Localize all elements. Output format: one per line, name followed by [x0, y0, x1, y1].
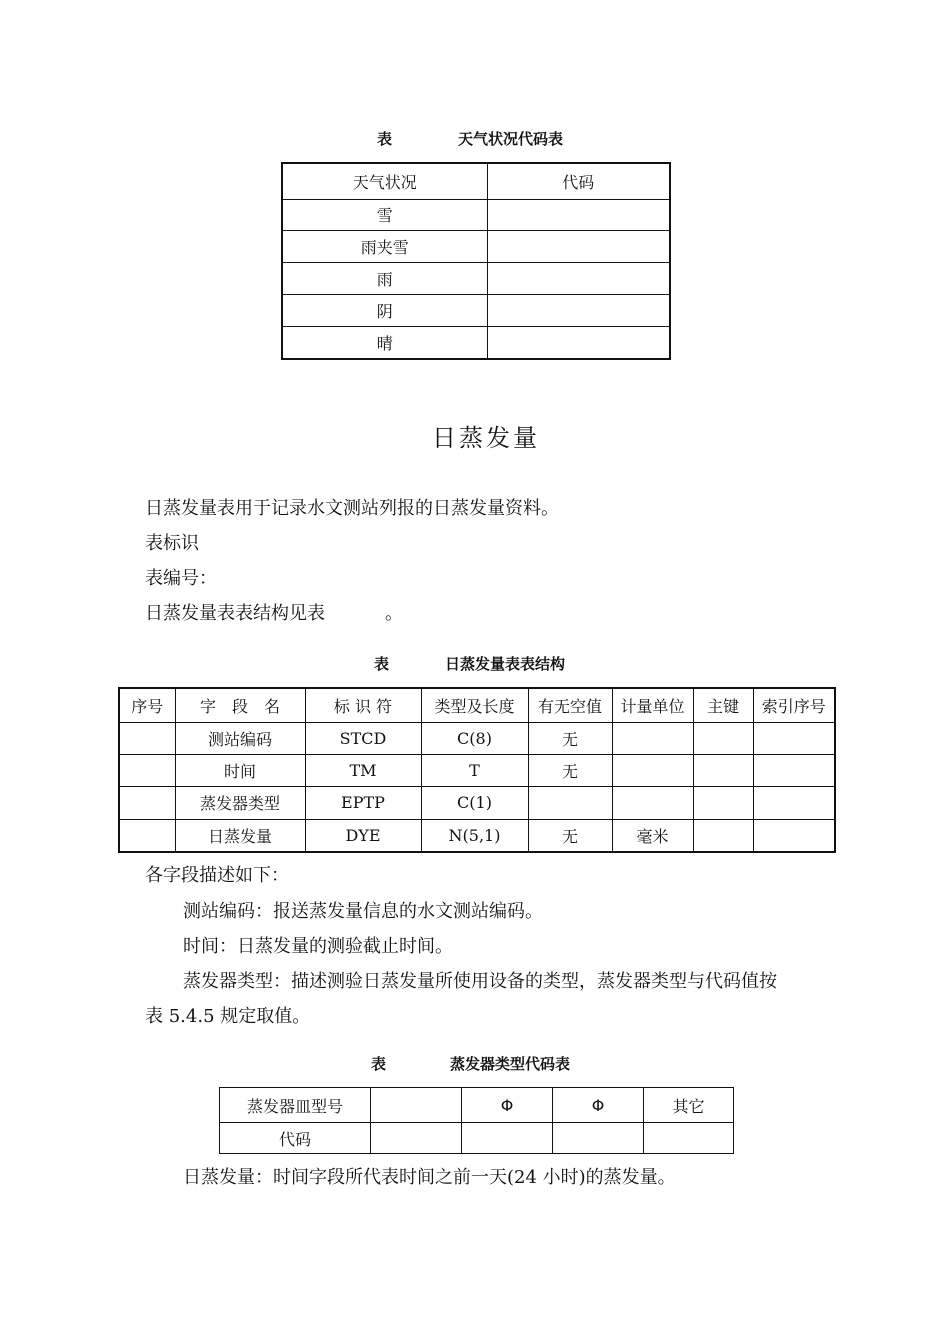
header-cell: 索引序号 [753, 688, 835, 722]
evaporator-table-caption-title: 蒸发器类型代码表 [450, 1055, 571, 1073]
table-cell: C(1) [421, 786, 528, 819]
table-cell [487, 230, 670, 262]
weather-table-caption-title: 天气状况代码表 [458, 130, 564, 148]
weather-header-code: 代码 [487, 163, 670, 199]
table-cell: 毫米 [612, 819, 693, 852]
intro-line-2: 表标识 [145, 533, 199, 554]
table-cell [753, 754, 835, 786]
table-cell: 测站编码 [175, 722, 305, 754]
weather-header-condition: 天气状况 [282, 163, 487, 199]
table-cell [487, 294, 670, 326]
table-cell [119, 786, 175, 819]
table-cell: 蒸发器类型 [175, 786, 305, 819]
table-cell: 无 [528, 722, 612, 754]
table-cell: EPTP [305, 786, 421, 819]
table-cell [119, 722, 175, 754]
table-cell [693, 722, 753, 754]
table-cell: 日蒸发量 [175, 819, 305, 852]
header-cell: 类型及长度 [421, 688, 528, 722]
fields-intro: 各字段描述如下： [145, 865, 289, 886]
evaporator-table-caption-prefix: 表 [371, 1055, 387, 1073]
table-cell [528, 786, 612, 819]
table-cell [371, 1088, 462, 1123]
field-desc-tm: 时间：日蒸发量的测验截止时间。 [183, 936, 453, 957]
section-title: 日蒸发量 [432, 424, 540, 452]
table-cell [612, 722, 693, 754]
table-cell: 无 [528, 819, 612, 852]
table-cell: 时间 [175, 754, 305, 786]
table-cell: 其它 [644, 1088, 734, 1123]
intro-line-3: 表编号： [145, 568, 217, 589]
table-cell [693, 786, 753, 819]
table-cell [753, 722, 835, 754]
table-cell [487, 326, 670, 359]
table-cell [553, 1123, 644, 1154]
header-cell: 计量单位 [612, 688, 693, 722]
table-row [119, 722, 835, 754]
table-cell: 雪 [282, 199, 487, 230]
header-cell: 主键 [693, 688, 753, 722]
weather-table-caption-prefix: 表 [377, 130, 393, 148]
table-cell: T [421, 754, 528, 786]
table-cell [753, 819, 835, 852]
table-cell [612, 754, 693, 786]
table-row [119, 786, 835, 819]
table-cell: 雨夹雪 [282, 230, 487, 262]
table-cell: 代码 [220, 1123, 371, 1154]
field-desc-dye: 日蒸发量：时间字段所代表时间之前一天(24 小时)的蒸发量。 [183, 1167, 676, 1188]
table-cell: 阴 [282, 294, 487, 326]
header-cell: 字 段 名 [175, 688, 305, 722]
structure-table-caption-prefix: 表 [374, 655, 390, 673]
table-cell: 晴 [282, 326, 487, 359]
structure-table-caption-title: 日蒸发量表表结构 [445, 655, 566, 673]
header-cell: 标 识 符 [305, 688, 421, 722]
table-cell [693, 819, 753, 852]
table-cell [119, 754, 175, 786]
table-cell: N(5,1) [421, 819, 528, 852]
structure-table [118, 687, 836, 853]
table-cell: TM [305, 754, 421, 786]
table-cell: 蒸发器皿型号 [220, 1088, 371, 1123]
table-cell [693, 754, 753, 786]
table-row [119, 754, 835, 786]
table-cell [753, 786, 835, 819]
intro-line-1: 日蒸发量表用于记录水文测站列报的日蒸发量资料。 [145, 498, 559, 519]
table-cell [371, 1123, 462, 1154]
field-desc-eptp-line-2: 表 5.4.5 规定取值。 [145, 1006, 311, 1027]
table-cell: C(8) [421, 722, 528, 754]
table-cell [612, 786, 693, 819]
table-row [119, 819, 835, 852]
header-cell: 序号 [119, 688, 175, 722]
table-cell: 雨 [282, 262, 487, 294]
table-cell: Φ [553, 1088, 644, 1123]
table-cell [487, 262, 670, 294]
table-cell [119, 819, 175, 852]
table-cell: 无 [528, 754, 612, 786]
table-cell: Φ [462, 1088, 553, 1123]
header-cell: 有无空值 [528, 688, 612, 722]
intro-line-4: 日蒸发量表表结构见表 [145, 603, 325, 624]
table-cell [462, 1123, 553, 1154]
weather-code-table [281, 162, 671, 360]
table-cell: DYE [305, 819, 421, 852]
field-desc-stcd: 测站编码：报送蒸发量信息的水文测站编码。 [183, 901, 543, 922]
table-cell [644, 1123, 734, 1154]
table-cell: STCD [305, 722, 421, 754]
evaporator-code-table [219, 1087, 734, 1154]
field-desc-eptp-line-1: 蒸发器类型：描述测验日蒸发量所使用设备的类型，蒸发器类型与代码值按 [183, 971, 777, 992]
table-cell [487, 199, 670, 230]
intro-line-4-end: 。 [385, 603, 403, 624]
